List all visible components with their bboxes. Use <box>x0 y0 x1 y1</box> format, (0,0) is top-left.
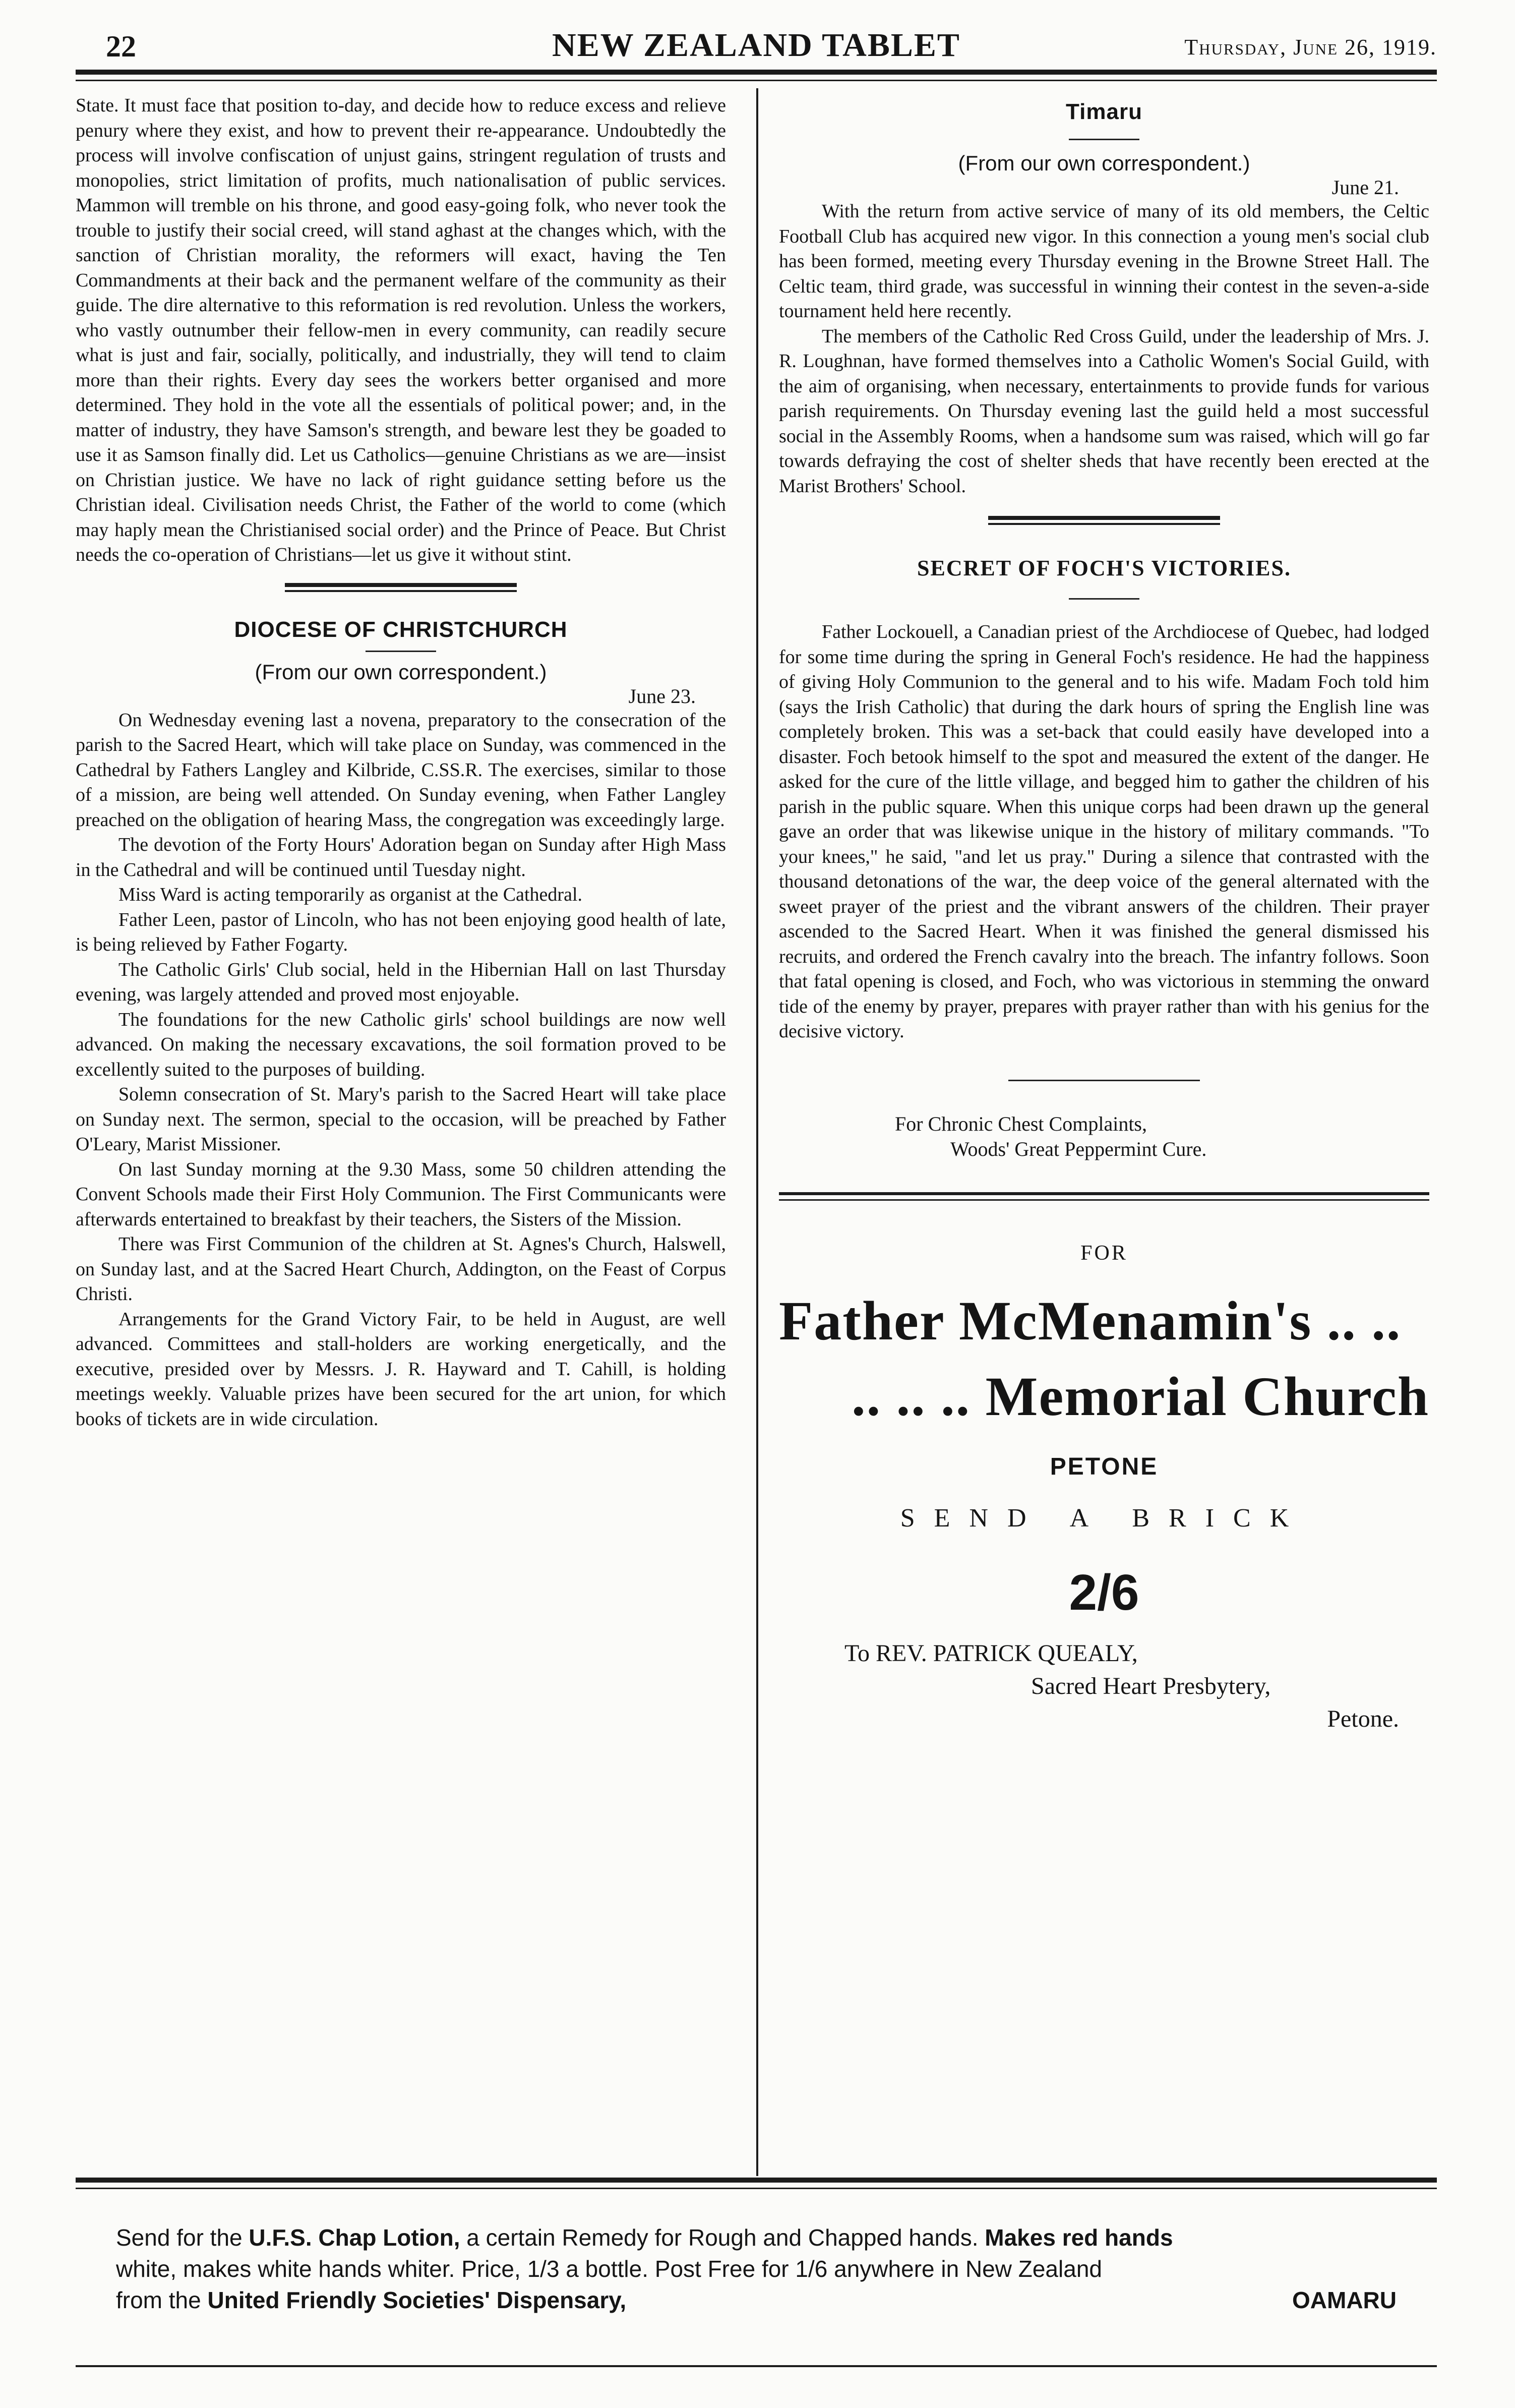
advert-address-line1: Sacred Heart Presbytery, <box>1031 1672 1271 1699</box>
banner-claim: Makes red hands <box>985 2224 1173 2251</box>
column-divider <box>756 88 758 2176</box>
section-rule <box>988 516 1220 525</box>
banner-rule-thin <box>76 2188 1437 2189</box>
heading-rule <box>1069 598 1139 600</box>
memorial-church-advert <box>779 1201 1429 1732</box>
chap-lotion-banner <box>76 2209 1437 2360</box>
issue-date: Thursday, June 26, 1919. <box>1184 35 1437 60</box>
advert-appeal: SEND A BRICK <box>900 1503 1308 1533</box>
timaru-paragraph: The members of the Catholic Red Cross Guild, under the leadership of Mrs. J. R. Loughnan, have formed themselves into a Catholic Women's Social Guild, with the aim of organising, when necessary, entertainments to provide funds for various parish requirements. On Thursday evening last the guild held a most successful social in the Assembly Rooms, when a handsome sum was raised, which will go far towards defraying the cost of shelter sheds that have recently been erected at the Marist Brothers' School. <box>779 325 1429 497</box>
remedy-plug-line2: Woods' Great Peppermint Cure. <box>950 1137 1207 1160</box>
christchurch-paragraph: On Wednesday evening last a novena, preparatory to the consecration of the parish to the Sacred Heart, which will take place on Sunday, was commenced in the Cathedral by Fathers Langley and Kilbride, C.SS.R. The exercises, similar to those of a mission, are being well attended. On Sunday evening, when Father Langley preached on the obligation of hearing Mass, the congregation was exceedingly large. <box>76 709 726 831</box>
advert-rule <box>779 1192 1429 1195</box>
right-column <box>779 93 1429 2161</box>
remedy-plug-line1: For Chronic Chest Complaints, <box>895 1112 1147 1135</box>
christchurch-correspondent: (From our own correspondent.) <box>255 660 547 684</box>
masthead <box>76 20 1437 66</box>
newspaper-title: NEW ZEALAND TABLET <box>552 27 960 64</box>
banner-text: Send for the <box>116 2224 249 2251</box>
bottom-rule <box>76 2365 1437 2367</box>
banner-text: a certain Remedy for Rough and Chapped hands. <box>460 2224 985 2251</box>
section-rule <box>285 583 517 592</box>
christchurch-paragraph: Miss Ward is acting temporarily as organist at the Cathedral. <box>118 884 582 905</box>
section-rule-short <box>1008 1080 1200 1081</box>
christchurch-paragraph: On last Sunday morning at the 9.30 Mass, some 50 children attending the Convent Schools made their First Holy Communion. The First Communicants were afterwards entertained to breakfast by their teachers, the Sisters of the Mission. <box>76 1158 726 1230</box>
advert-recipient: To REV. PATRICK QUEALY, <box>844 1639 1138 1667</box>
article-continuation: State. It must face that position to-day, and decide how to reduce excess and relieve penury where they exist, and how to prevent their re-appearance. Undoubtedly the process will involve confiscation of unjust gains, stringent regulation of trusts and monopolies, strict limitation of profits, much nationalisation of public services. Mammon will tremble on his throne, and good easy-going folk, who never took the trouble to justify their social creed, will stand aghast at the changes which, with the sanction of Christian morality, the reformers will exact, having the Ten Commandments at their back and the permanent welfare of the community as their guide. The dire alternative to this reformation is red revolution. Unless the workers, who vastly outnumber their fellow-men in every community, can readily secure what is just and fair, socially, politically, and industrially, they will tend to claim more than their rights. Every day sees the workers better organised and more determined. They hold in the vote all the essentials of political power; and, in the matter of industry, they have Samson's strength, and beware lest they be goaded to use it as Samson finally did. Let us Catholics—genuine Christians as we are—insist on Christian justice. We have no lack of right guidance setting before us the Christian ideal. Civilisation needs Christ, the Father of the world to come (which may haply mean the Christianised social order) and the Prince of Peace. But Christ needs the co-operation of Christians—let us give it without stint. <box>76 95 726 565</box>
page-number: 22 <box>106 30 136 63</box>
christchurch-paragraph: The devotion of the Forty Hours' Adoration began on Sunday after High Mass in the Cathedral and will be continued until Tuesday night. <box>76 834 726 880</box>
left-column <box>76 93 726 2161</box>
christchurch-paragraph: Arrangements for the Grand Victory Fair, to be held in August, are well advanced. Committees and stall-holders are working energetically, and the executive, presided over by Messrs. J. R. Hayward and T. Cahill, is holding meetings weekly. Valuable prizes have been secured for the art union, for which books of tickets are in wide circulation. <box>76 1308 726 1430</box>
christchurch-dateline: June 23. <box>628 684 696 708</box>
advert-price: 2/6 <box>1069 1564 1139 1621</box>
advert-place: PETONE <box>1050 1453 1159 1480</box>
banner-text: from the <box>116 2287 208 2313</box>
foch-heading: SECRET OF FOCH'S VICTORIES. <box>917 556 1291 580</box>
foch-paragraph: Father Lockouell, a Canadian priest of the Archdiocese of Quebec, had lodged for some time during the spring in General Foch's residence. He had the happiness of giving Holy Communion to the general and to his wife. Madam Foch told him (says the Irish Catholic) that during the dark hours of spring the English line was completely broken. This was a set-back that could easily have developed into a disaster. Foch betook himself to the spot and measured the extent of the danger. He asked for the cure of the little village, and begged him to gather the children of his parish in the public square. When this unique corps had been drawn up the general gave an order that was likewise unique in the history of military commands. "To your knees," he said, "and let us pray." During a silence that contrasted with the thousand detonations of the war, the deep voice of the general alternated with the sweet prayer of the priest and the vibrant answers of the children. Their prayer ascended to the Sacred Heart. When it was finished the general dismissed his recruits, and ordered the French cavalry into the breach. The infantry follows. Soon that fatal opening is closed, and Foch, who was victorious in stemming the onward tide of the enemy by prayer, prepares with prayer rather than with his genius for the decisive victory. <box>779 621 1429 1042</box>
heading-rule <box>366 651 436 652</box>
advert-for: FOR <box>1080 1241 1128 1265</box>
banner-text: white, makes white hands whiter. Price, 1/3 a bottle. Post Free for 1/6 anywhere in New Zealand <box>116 2256 1102 2282</box>
christchurch-paragraph: There was First Communion of the children at St. Agnes's Church, Halswell, on Sunday last, and at the Sacred Heart Church, Addington, on the Feast of Corpus Christi. <box>76 1234 726 1305</box>
banner-line3 <box>116 2286 1417 2314</box>
advert-headline-line1: Father McMenamin's .. .. <box>779 1289 1402 1352</box>
banner-line2 <box>116 2255 1102 2282</box>
christchurch-paragraph: Father Leen, pastor of Lincoln, who has not been enjoying good health of late, is being relieved by Father Fogarty. <box>76 909 726 955</box>
christchurch-paragraph: The Catholic Girls' Club social, held in the Hibernian Hall on last Thursday evening, was largely attended and proved most enjoyable. <box>76 959 726 1005</box>
banner-dispensary: United Friendly Societies' Dispensary, <box>207 2287 627 2313</box>
christchurch-paragraph: Solemn consecration of St. Mary's parish to the Sacred Heart will take place on Sunday next. The sermon, special to the occasion, will be preached by Father O'Leary, Marist Missioner. <box>76 1084 726 1155</box>
timaru-correspondent: (From our own correspondent.) <box>958 151 1250 175</box>
masthead-rule-thin <box>76 80 1437 81</box>
christchurch-paragraph: The foundations for the new Catholic girls' school buildings are now well advanced. On making the necessary excavations, the soil formation proved to be excellently suited to the purposes of building. <box>76 1009 726 1080</box>
banner-town: OAMARU <box>1292 2287 1397 2313</box>
banner-line1 <box>116 2224 1173 2251</box>
banner-rule <box>76 2178 1437 2183</box>
timaru-dateline: June 21. <box>1331 176 1399 199</box>
christchurch-heading: DIOCESE OF CHRISTCHURCH <box>234 617 568 642</box>
advert-address-line2: Petone. <box>1327 1705 1399 1732</box>
timaru-paragraph: With the return from active service of many of its old members, the Celtic Football Club has acquired new vigor. In this connection a young men's social club has been formed, meeting every Thursday evening in the Browne Street Hall. The Celtic team, third grade, was successful in winning their contest in the seven-a-side tournament held here recently. <box>779 201 1429 322</box>
masthead-rule <box>76 70 1437 75</box>
timaru-heading: Timaru <box>1066 99 1142 124</box>
advert-headline-line2: .. .. .. Memorial Church <box>852 1365 1429 1427</box>
heading-rule <box>1069 139 1139 140</box>
banner-product: U.F.S. Chap Lotion, <box>249 2224 460 2251</box>
